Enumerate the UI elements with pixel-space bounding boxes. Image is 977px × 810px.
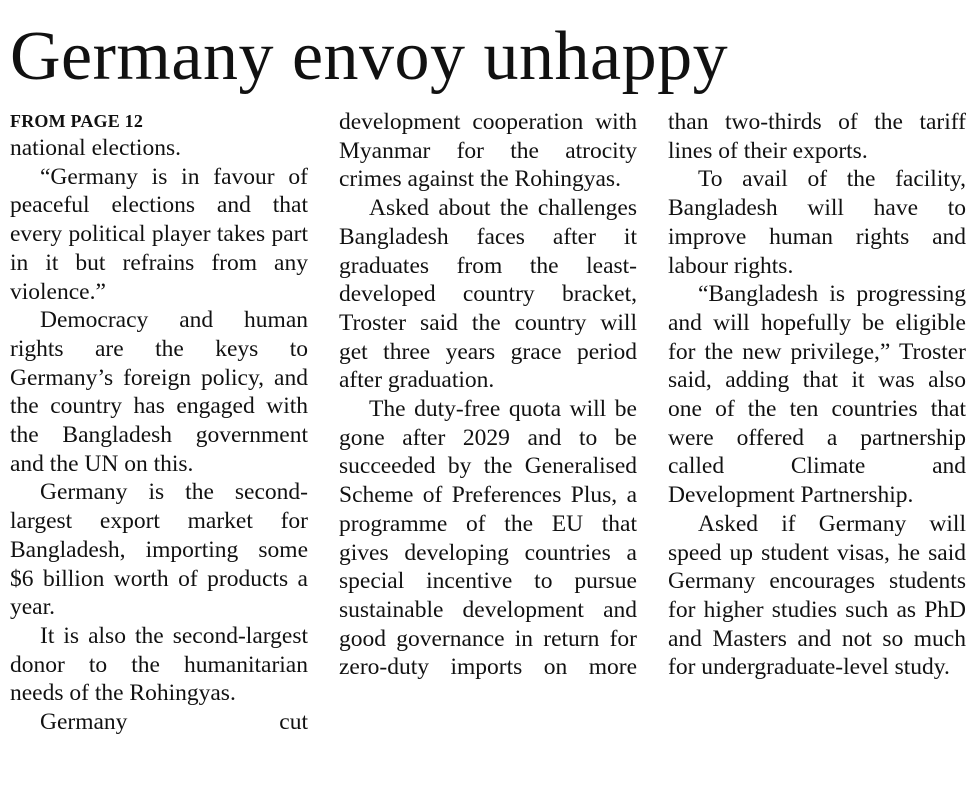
paragraph: national elections.: [10, 135, 181, 161]
paragraph: It is also the second-largest donor to the humanitarian needs of the Rohingyas.: [10, 622, 308, 707]
paragraph: than two-thirds of the tariff lines of their exports.: [668, 109, 966, 164]
continued-from-label: FROM PAGE 12: [10, 111, 144, 131]
article-column-3: [668, 108, 966, 682]
paragraph: Germany cut: [40, 709, 308, 736]
headline: Germany envoy unhappy: [10, 18, 729, 95]
paragraph: Germany is the second-largest export market for Bangladesh, importing some $6 billion worth of products a year.: [10, 479, 308, 621]
paragraph: “Bangladesh is progressing and will hopefully be eligible for the new privilege,” Troster said, adding that it was also one of the ten countries that were offered a partnership called Climate and Development Partnership.: [668, 281, 966, 509]
paragraph: Democracy and human rights are the keys to Germany’s foreign policy, and the country has engaged with the Bangladesh government and the UN on this.: [10, 307, 308, 477]
article-column-1: [10, 108, 308, 737]
paragraph: “Germany is in favour of peaceful elections and that every political player takes part in it but refrains from any violence.”: [10, 163, 308, 305]
paragraph: Asked if Germany will speed up student visas, he said Germany encourages students for higher studies such as PhD and Masters and not so much for undergraduate-level study.: [668, 510, 966, 681]
paragraph: To avail of the facility, Bangladesh will have to improve human rights and labour rights.: [668, 166, 966, 279]
article-column-2: [339, 108, 637, 682]
paragraph: The duty-free quota will be gone after 2029 and to be succeeded by the Generalised Scheme of Preferences Plus, a programme of the EU that gives developing countries a special incentive to pursue sustainable development and good governance in return for zero-duty imports on more: [339, 396, 637, 681]
paragraph: development cooperation with Myanmar for the atrocity crimes against the Rohingyas.: [339, 109, 637, 193]
paragraph: Asked about the challenges Bangladesh faces after it graduates from the least-developed country bracket, Troster said the country will get three years grace period after graduation.: [339, 195, 637, 394]
